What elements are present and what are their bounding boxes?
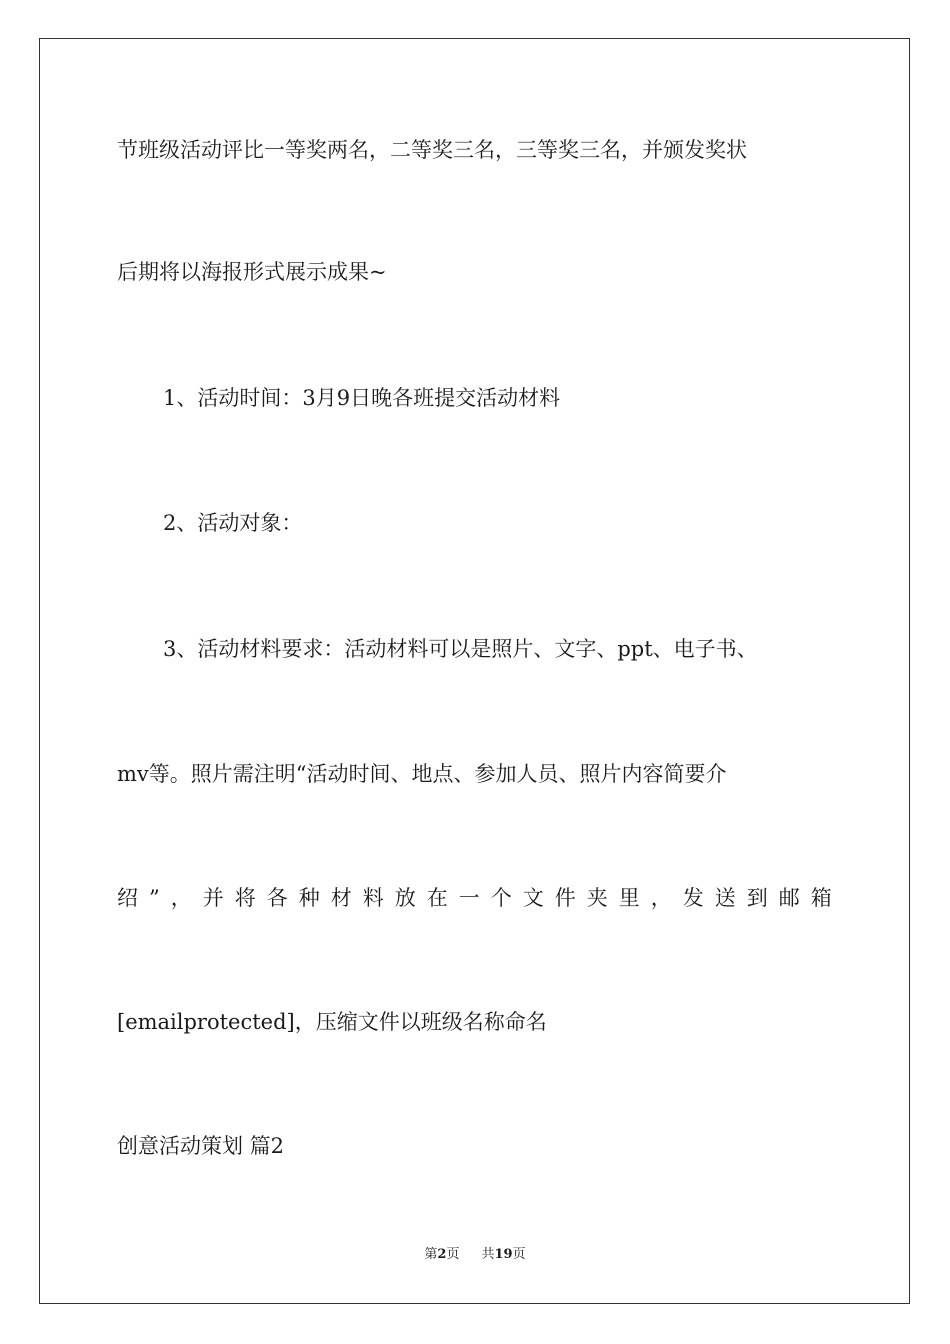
- char: 各: [266, 886, 288, 910]
- char: ，: [170, 886, 192, 910]
- char: 放: [394, 886, 416, 910]
- list-item-activity-target: 2、活动对象：: [163, 511, 303, 535]
- current-page-number: 2: [437, 1247, 447, 1262]
- char: 并: [202, 886, 224, 910]
- list-item-activity-time: 1、活动时间：3月9日晚各班提交活动材料: [163, 386, 561, 410]
- list-item-material-requirements: 3、活动材料要求：活动材料可以是照片、文字、ppt、电子书、: [163, 637, 758, 661]
- char: 发: [682, 886, 704, 910]
- char: 种: [298, 886, 320, 910]
- char: 邮: [778, 886, 800, 910]
- page-border: [39, 38, 910, 1304]
- total-prefix: 共: [481, 1247, 495, 1262]
- char: 夹: [586, 886, 608, 910]
- page-suffix: 页: [446, 1247, 460, 1262]
- char: 将: [234, 886, 256, 910]
- text-line-7-justified: [117, 885, 832, 911]
- char: 文: [522, 886, 544, 910]
- text-line-8-email: [emailprotected]，压缩文件以班级名称命名: [117, 1010, 547, 1034]
- text-line-6: mv等。照片需注明“活动时间、地点、参加人员、照片内容简要介: [117, 762, 727, 786]
- total-suffix: 页: [512, 1247, 526, 1262]
- section-heading: 创意活动策划 篇2: [117, 1134, 285, 1158]
- page-prefix: 第: [424, 1247, 438, 1262]
- char: ，: [650, 886, 672, 910]
- char: 料: [362, 886, 384, 910]
- char: 送: [714, 886, 736, 910]
- char: 箱: [810, 886, 832, 910]
- char: ”: [149, 886, 160, 910]
- text-line-1: 节班级活动评比一等奖两名，二等奖三名，三等奖三名，并颁发奖状: [117, 138, 747, 162]
- char: 个: [490, 886, 512, 910]
- char: 件: [554, 886, 576, 910]
- char: 在: [426, 886, 448, 910]
- total-page-count: 19: [494, 1247, 513, 1262]
- char: 材: [330, 886, 352, 910]
- char: 绍: [117, 886, 138, 910]
- char: 到: [746, 886, 768, 910]
- char: 里: [618, 886, 640, 910]
- page-footer: [0, 1246, 950, 1264]
- char: 一: [458, 886, 480, 910]
- text-line-2: 后期将以海报形式展示成果~: [117, 260, 387, 284]
